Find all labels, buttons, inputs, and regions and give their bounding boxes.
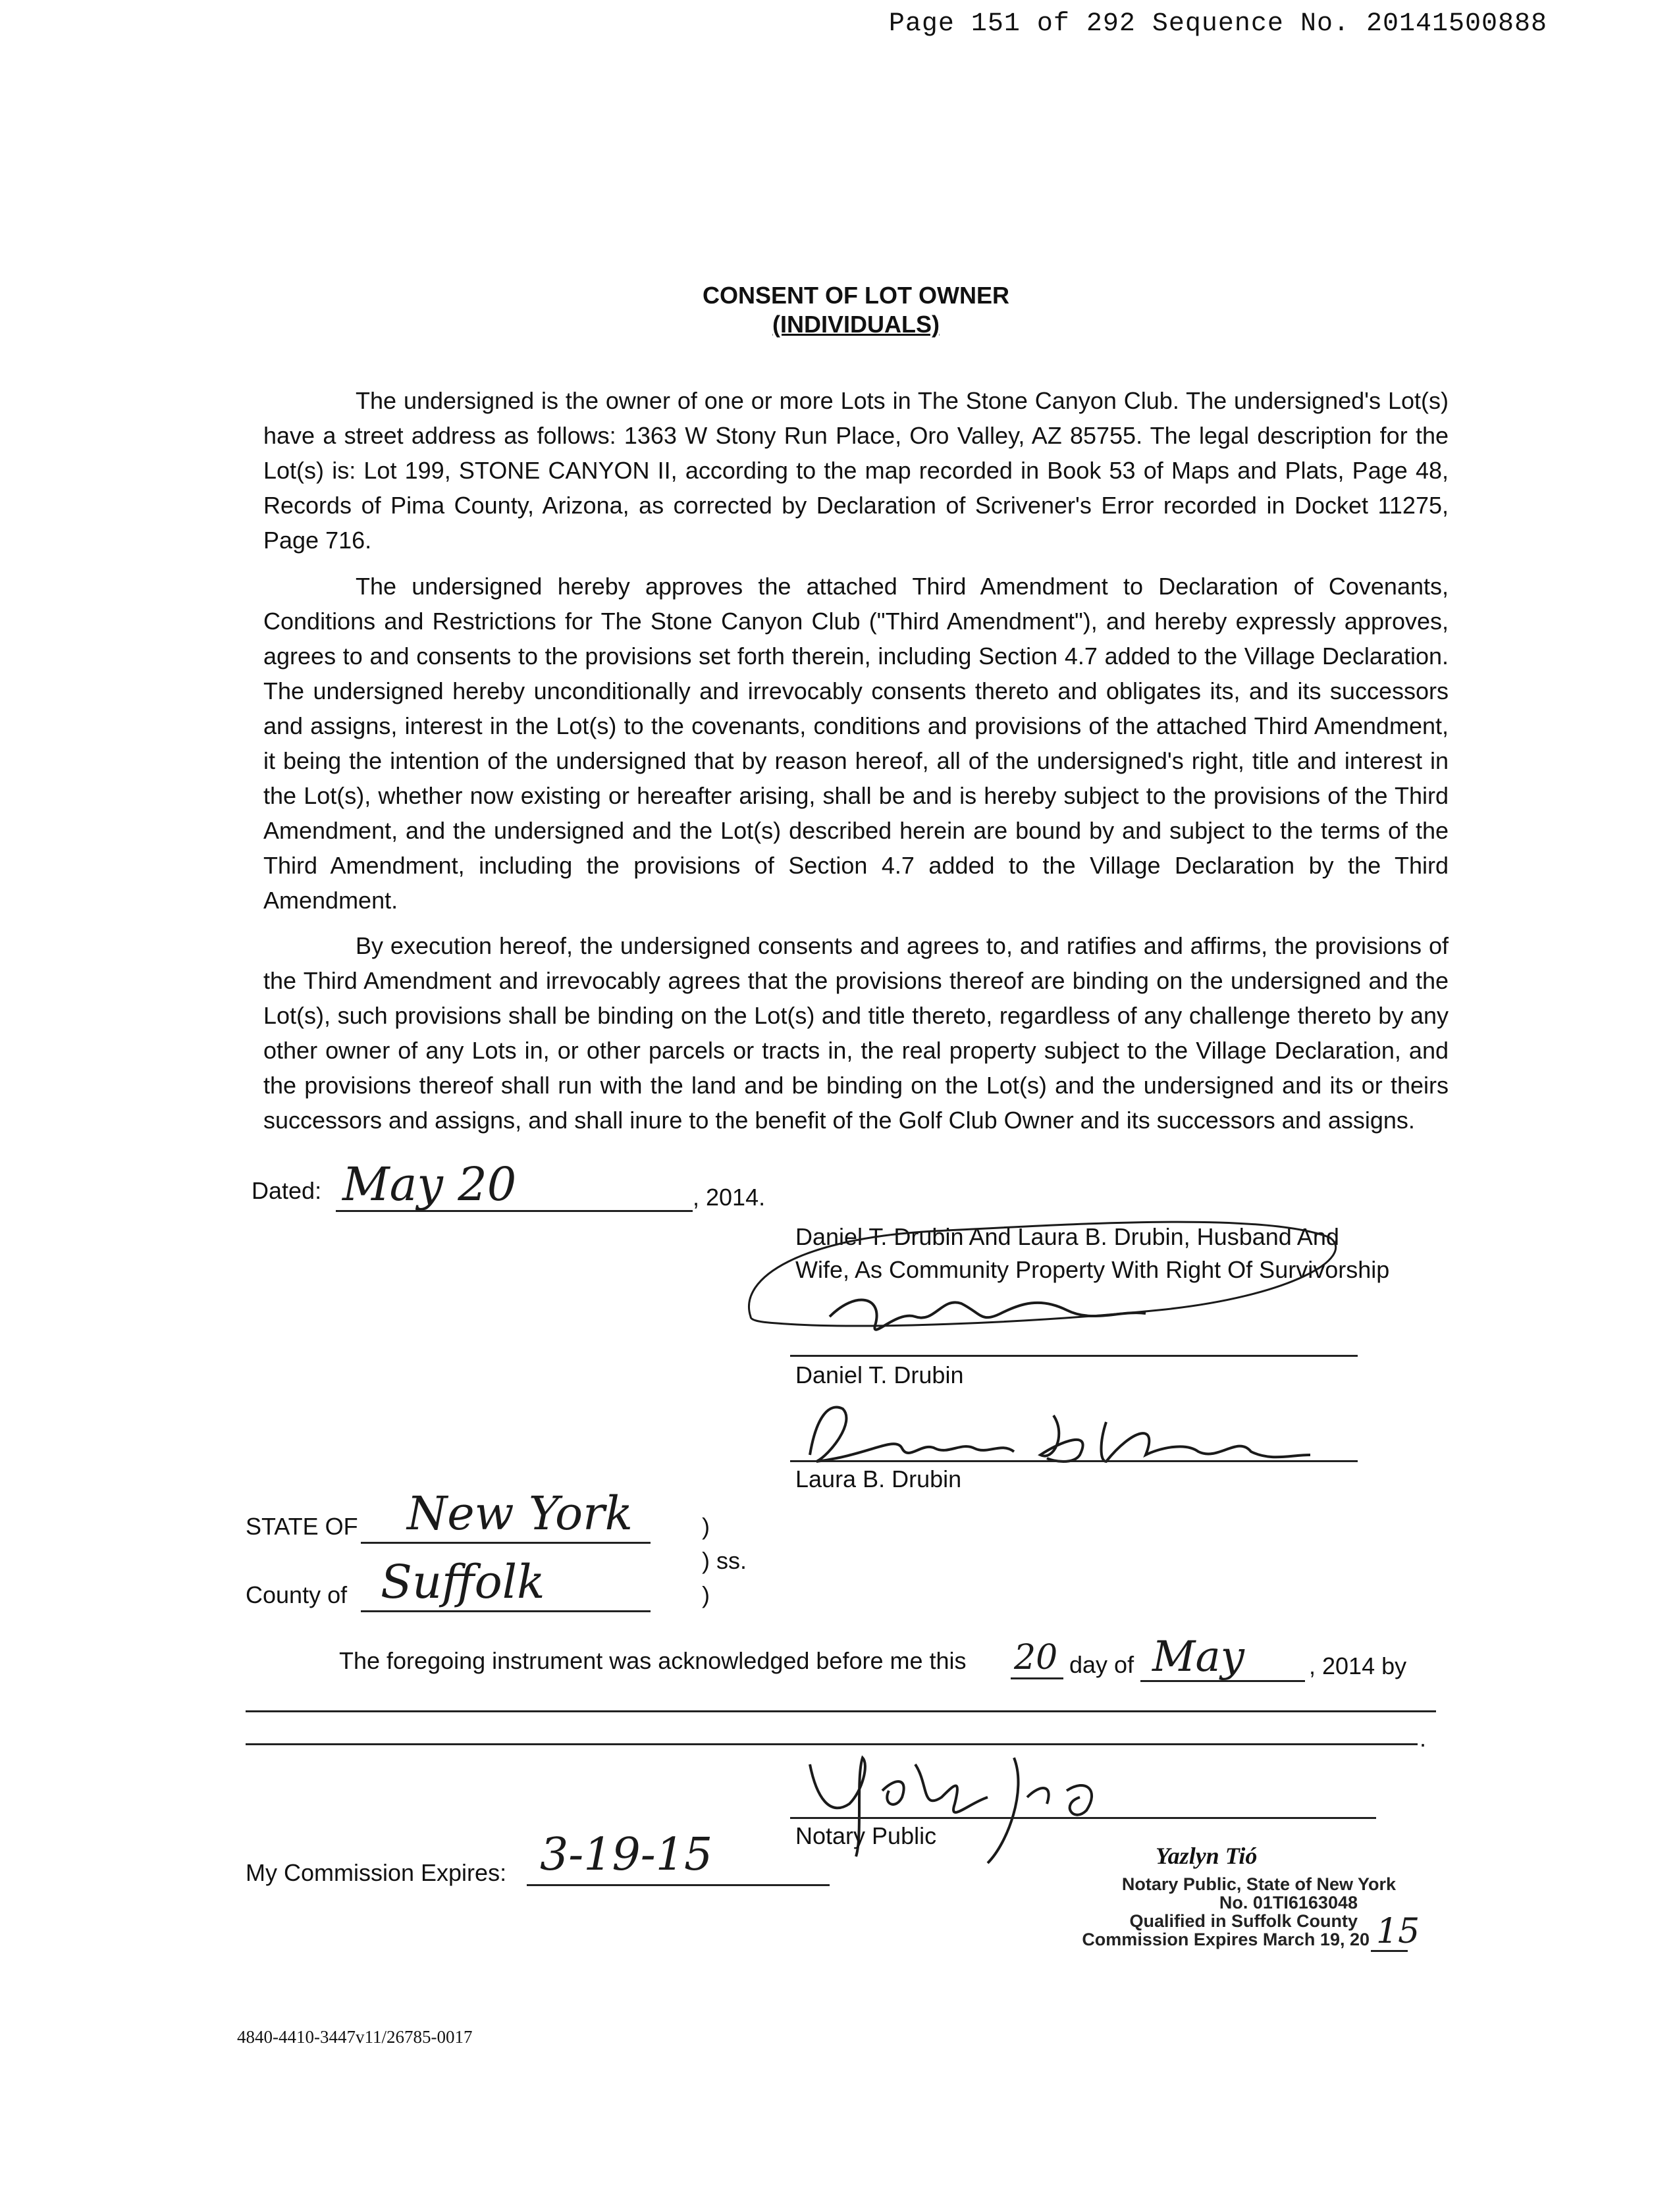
ack-blank-line-1 bbox=[246, 1710, 1436, 1712]
ack-month-handwritten: May bbox=[1152, 1633, 1244, 1681]
county-label: County of bbox=[246, 1581, 348, 1608]
stamp-line-2: No. 01TI6163048 bbox=[1219, 1893, 1358, 1912]
dated-year: , 2014. bbox=[693, 1184, 766, 1211]
ack-day-line bbox=[1011, 1677, 1063, 1679]
notary-signature-line bbox=[790, 1817, 1376, 1819]
dated-handwritten: May 20 bbox=[342, 1157, 517, 1211]
state-handwritten: New York bbox=[407, 1487, 633, 1540]
county-line bbox=[361, 1610, 651, 1612]
stamp-year-line bbox=[1371, 1950, 1408, 1952]
acknowledgment-text: The foregoing instrument was acknowledged before me this bbox=[339, 1647, 967, 1674]
stamp-notary-name: Yazlyn Tió bbox=[1156, 1843, 1258, 1869]
document-title: CONSENT OF LOT OWNER bbox=[703, 282, 1009, 309]
stamp-line-4: Commission Expires March 19, 20 bbox=[1082, 1930, 1370, 1949]
commission-expires-label: My Commission Expires: bbox=[246, 1859, 507, 1886]
ack-period: . bbox=[1420, 1725, 1427, 1752]
ack-month-line bbox=[1140, 1680, 1305, 1682]
venue-paren-3: ) bbox=[702, 1581, 710, 1608]
signature-line-1 bbox=[790, 1355, 1358, 1357]
commission-expires-handwritten: 3-19-15 bbox=[540, 1829, 713, 1881]
notary-signature-drawing bbox=[790, 1738, 1159, 1870]
document-subtitle: (INDIVIDUALS) bbox=[772, 311, 940, 338]
ack-day-handwritten: 20 bbox=[1014, 1638, 1058, 1677]
venue-ss: ) ss. bbox=[702, 1547, 747, 1574]
signer-1-name: Daniel T. Drubin bbox=[795, 1361, 964, 1388]
approval-paragraph: The undersigned hereby approves the attached Third Amendment to Declaration of Covenants, Conditions and Restrictions for The Stone Canyon Club ("Third Amendment"), and hereby expressly approves, agrees to and consents to the provisions set forth therein, including Section 4.7 added to the Village Declaration. The undersigned hereby unconditionally and irrevocably consents thereto and obligates its, and its successors and assigns, interest in the Lot(s) to the covenants, conditions and provisions of the attached Third Amendment, it being the intention of the undersigned that by reason hereof, all of the undersigned's right, title and interest in the Lot(s), whether now existing or hereafter arising, shall be and is hereby subject to the provisions of the Third Amendment, and the undersigned and the Lot(s) described herein are bound by and subject to the terms of the Third Amendment, including the provisions of Section 4.7 added to the Village Declaration by the Third Amendment. bbox=[263, 573, 1449, 914]
stamp-year-handwritten: 15 bbox=[1376, 1912, 1420, 1951]
owner-title-line1: Daniel T. Drubin And Laura B. Drubin, Husband And bbox=[795, 1223, 1339, 1250]
state-line bbox=[361, 1542, 651, 1544]
owner-title-line2: Wife, As Community Property With Right Of Survivorship bbox=[795, 1256, 1390, 1283]
execution-paragraph: By execution hereof, the undersigned consents and agrees to, and ratifies and affirms, the provisions of the Third Amendment and irrevocably agrees that the provisions thereof are binding on the undersigned and the Lot(s), such provisions shall be binding on the Lot(s) and title thereto, regardless of any challenge thereto by any other owner of any Lots in, or other parcels or tracts in, the real property subject to the Village Declaration, and the provisions thereof shall run with the land and be binding on the Lot(s) and the undersigned and its or theirs successors and assigns, and shall inure to the benefit of the Golf Club Owner and its successors and assigns. bbox=[263, 932, 1449, 1134]
county-handwritten: Suffolk bbox=[381, 1555, 545, 1609]
daniel-signature-drawing bbox=[724, 1198, 1356, 1369]
page-sequence-header: Page 151 of 292 Sequence No. 20141500888 bbox=[888, 9, 1547, 39]
notary-public-label: Notary Public bbox=[795, 1822, 937, 1849]
signature-line-2 bbox=[790, 1460, 1358, 1462]
venue-paren-1: ) bbox=[702, 1513, 710, 1540]
stamp-line-1: Notary Public, State of New York bbox=[1121, 1874, 1396, 1894]
state-label: STATE OF bbox=[246, 1513, 358, 1540]
signer-2-name: Laura B. Drubin bbox=[795, 1465, 962, 1492]
stamp-line-3: Qualified in Suffolk County bbox=[1129, 1911, 1358, 1931]
document-id-footer: 4840-4410-3447v11/26785-0017 bbox=[237, 2027, 473, 2047]
ownership-paragraph: The undersigned is the owner of one or more Lots in The Stone Canyon Club. The undersigned's Lot(s) have a street address as follows: 1363 W Stony Run Place, Oro Valley, AZ 85755. The legal description for the Lot(s) is: Lot 199, STONE CANYON II, according to the map recorded in Book 53 of Maps and Plats, Page 48, Records of Pima County, Arizona, as corrected by Declaration of Scrivener's Error recorded in Docket 11275, Page 716. bbox=[263, 387, 1449, 554]
ack-day-of: day of bbox=[1069, 1651, 1134, 1678]
commission-expires-line bbox=[527, 1884, 830, 1886]
dated-label: Dated: bbox=[252, 1177, 322, 1204]
ack-year: , 2014 by bbox=[1309, 1652, 1407, 1679]
